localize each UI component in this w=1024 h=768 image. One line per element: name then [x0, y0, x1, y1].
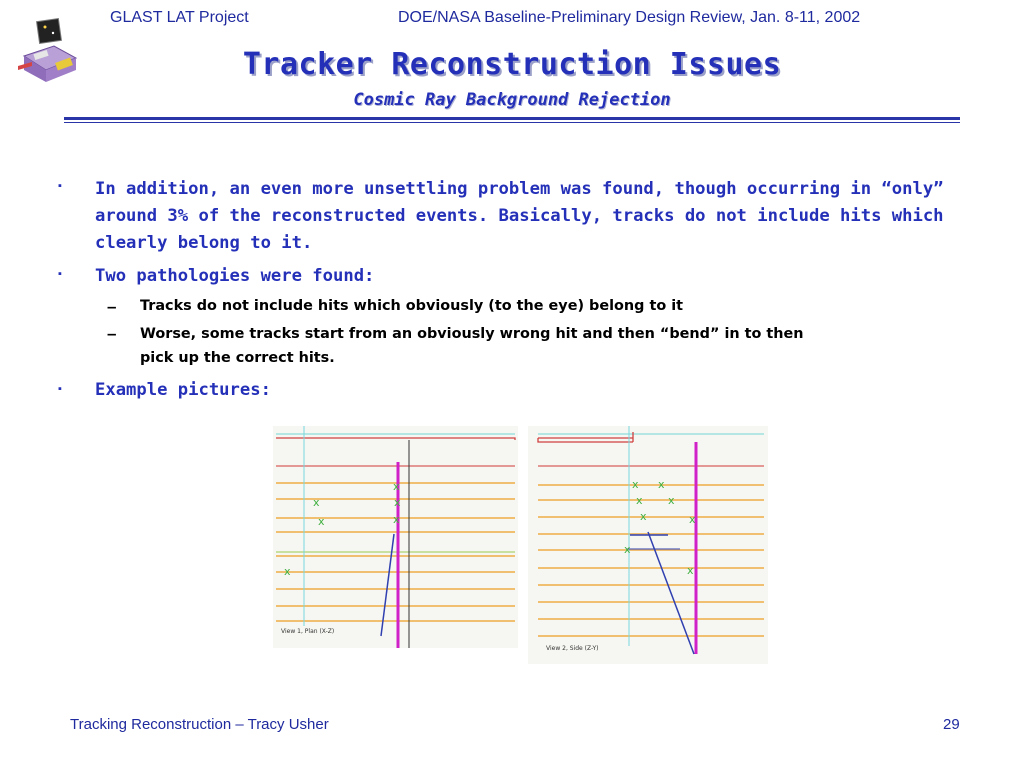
svg-text:x: x	[636, 494, 643, 507]
page-number: 29	[943, 716, 960, 733]
title-rule-thin	[64, 122, 960, 123]
sub-bullet-text: Tracks do not include hits which obviously (to the eye) belong to it	[140, 298, 684, 314]
bullet-marker: ▪	[58, 180, 62, 192]
slide-subtitle: Cosmic Ray Background Rejection	[353, 90, 671, 110]
svg-text:x: x	[624, 543, 631, 556]
bullet-text: Example pictures:	[95, 380, 271, 400]
title-rule-thick	[64, 117, 960, 120]
view1-caption: View 1, Plan (X-Z)	[281, 628, 335, 635]
svg-text:x: x	[689, 513, 696, 526]
svg-text:x: x	[668, 494, 675, 507]
svg-text:x: x	[393, 513, 400, 526]
svg-text:x: x	[640, 510, 647, 523]
svg-text:x: x	[313, 496, 320, 509]
footer-author: Tracking Reconstruction – Tracy Usher	[70, 716, 329, 733]
bullet-text: In addition, an even more unsettling problem was found, though occurring in “only” around 3% of the reconstructed events. Basically, tracks do not include hits which clearly belong to it.	[95, 179, 944, 253]
svg-text:x: x	[632, 478, 639, 491]
sub-bullet-text: Worse, some tracks start from an obviously wrong hit and then “bend” in to then pick up the correct hits.	[140, 326, 804, 366]
review-name: DOE/NASA Baseline-Preliminary Design Review, Jan. 8-11, 2002	[398, 9, 861, 26]
slide-title: Tracker Reconstruction Issues	[242, 47, 782, 82]
svg-text:x: x	[394, 496, 401, 509]
bullet-marker: ▪	[58, 383, 62, 395]
bullet-marker: ▪	[58, 268, 62, 280]
svg-text:x: x	[284, 565, 291, 578]
project-name: GLAST LAT Project	[110, 9, 249, 26]
svg-text:x: x	[687, 564, 694, 577]
svg-text:x: x	[393, 480, 400, 493]
example-picture-view1	[273, 426, 518, 653]
bullet-text: Two pathologies were found:	[95, 266, 375, 286]
sub-bullet-marker: –	[107, 297, 117, 316]
svg-text:x: x	[658, 478, 665, 491]
view2-caption: View 2, Side (Z-Y)	[546, 645, 599, 652]
example-picture-view2	[528, 426, 768, 669]
sub-bullet-marker: –	[107, 324, 117, 343]
svg-text:x: x	[318, 515, 325, 528]
